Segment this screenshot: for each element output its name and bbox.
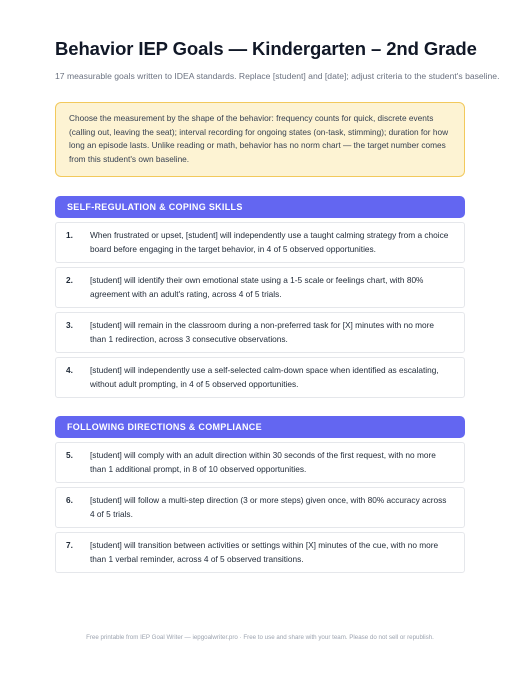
section-self-regulation bbox=[55, 196, 465, 398]
goal-list bbox=[55, 222, 465, 398]
measurement-note: Choose the measurement by the shape of the behavior: frequency counts for quick, discrete events (calling out, leaving the seat); interval recording for ongoing states (on-task, stimming); duration for how long an episode lasts. Unlike reading or math, behavior has no norm chart — the target number comes from this student's own baseline. bbox=[55, 102, 465, 177]
goal-number: 6. bbox=[66, 495, 73, 505]
goal-item bbox=[55, 487, 465, 528]
goal-number: 7. bbox=[66, 540, 73, 550]
goal-number: 2. bbox=[66, 275, 73, 285]
goal-number: 1. bbox=[66, 230, 73, 240]
goal-text: When frustrated or upset, [student] will independently use a taught calming strategy from a choice board before engaging in the target behavior, in 4 of 5 observed opportunities. bbox=[90, 230, 449, 254]
page-footer: Free printable from IEP Goal Writer — iepgoalwriter.pro · Free to use and share with your team. Please do not sell or republish. bbox=[86, 634, 434, 641]
goal-number: 5. bbox=[66, 450, 73, 460]
goal-item bbox=[55, 442, 465, 483]
goal-text: [student] will transition between activities or settings within [X] minutes of the cue, with no more than 1 verbal reminder, across 4 of 5 observed transitions. bbox=[90, 540, 439, 564]
page-title: Behavior IEP Goals — Kindergarten – 2nd Grade bbox=[55, 38, 477, 59]
goal-list bbox=[55, 442, 465, 573]
goal-text: [student] will follow a multi-step direction (3 or more steps) given once, with 80% accuracy across 4 of 5 trials. bbox=[90, 495, 447, 519]
goal-text: [student] will remain in the classroom during a non-preferred task for [X] minutes with no more than 1 redirection, across 3 consecutive observations. bbox=[90, 320, 435, 344]
goal-item bbox=[55, 222, 465, 263]
section-header: SELF-REGULATION & COPING SKILLS bbox=[55, 196, 465, 218]
goal-number: 3. bbox=[66, 320, 73, 330]
page-subtitle: 17 measurable goals written to IDEA standards. Replace [student] and [date]; adjust criteria to the student's baseline. bbox=[55, 71, 500, 81]
goal-item bbox=[55, 357, 465, 398]
goal-text: [student] will identify their own emotional state using a 1-5 scale or feelings chart, with 80% agreement with an adult's rating, across 4 of 5 trials. bbox=[90, 275, 424, 299]
goal-item bbox=[55, 532, 465, 573]
section-following-directions bbox=[55, 416, 465, 573]
goal-text: [student] will comply with an adult direction within 30 seconds of the first request, with no more than 1 additional prompt, in 8 of 10 observed opportunities. bbox=[90, 450, 436, 474]
goal-number: 4. bbox=[66, 365, 73, 375]
goal-item bbox=[55, 267, 465, 308]
section-header: FOLLOWING DIRECTIONS & COMPLIANCE bbox=[55, 416, 465, 438]
goal-text: [student] will independently use a self-selected calm-down space when identified as escalating, without adult prompting, in 4 of 5 observed opportunities. bbox=[90, 365, 439, 389]
goal-item bbox=[55, 312, 465, 353]
